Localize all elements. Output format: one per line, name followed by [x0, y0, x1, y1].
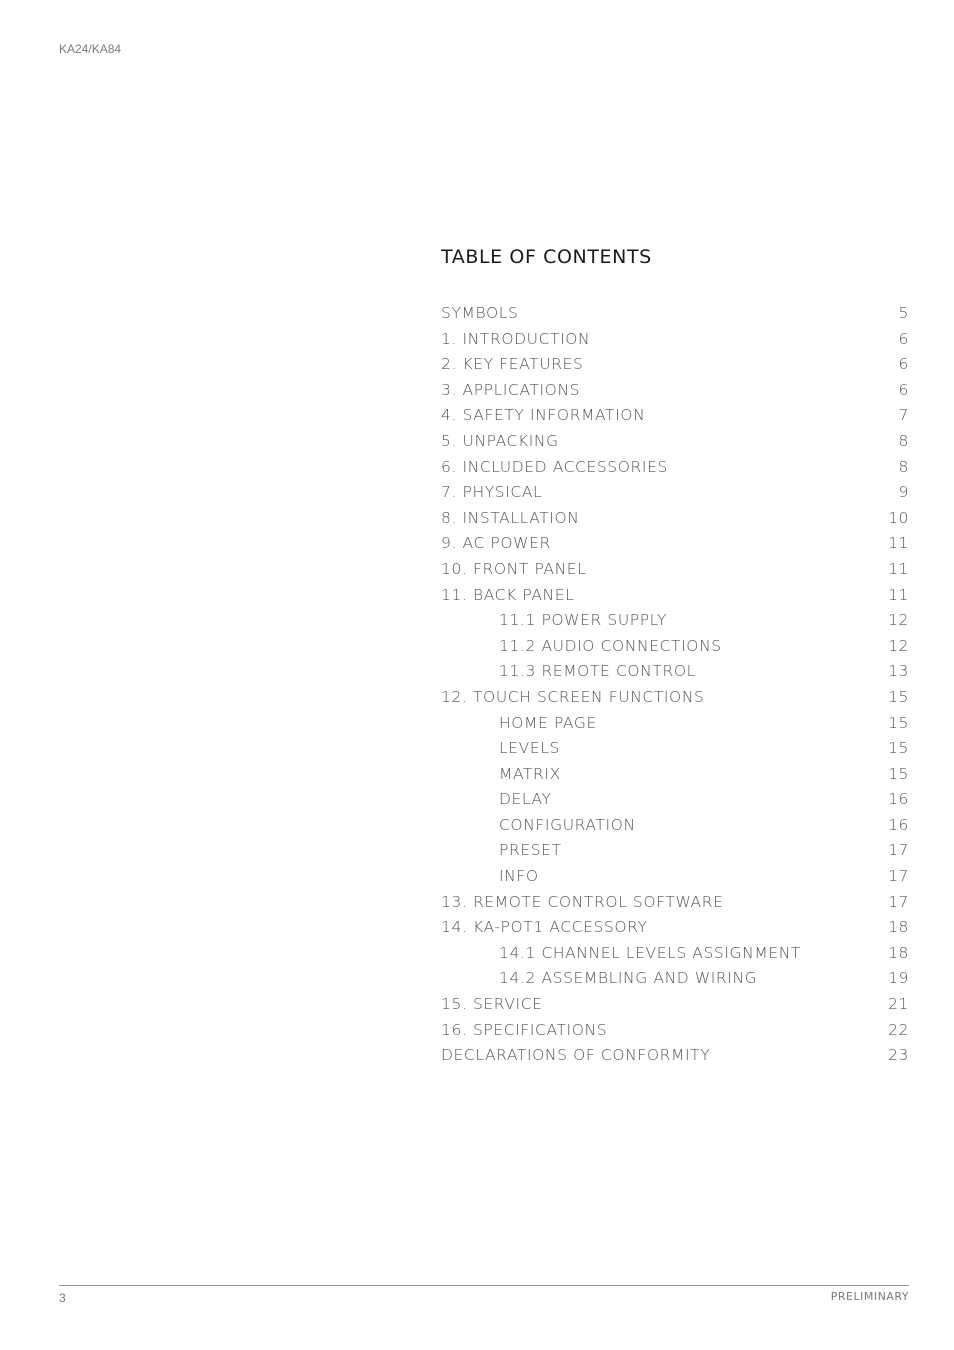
- toc-entry[interactable]: [441, 838, 909, 864]
- toc-entry[interactable]: [441, 634, 909, 660]
- toc-entry-label: 9. AC POWER: [441, 534, 551, 553]
- toc-entry-page-number: 17: [888, 867, 909, 886]
- toc-entry-page-number: 15: [888, 739, 909, 758]
- toc-entry[interactable]: [441, 583, 909, 609]
- toc-entry-label: 2. KEY FEATURES: [441, 355, 584, 374]
- toc-entry[interactable]: [441, 941, 909, 967]
- toc-entry-page-number: 18: [888, 918, 909, 937]
- toc-entry-page-number: 15: [888, 687, 909, 706]
- toc-entry-page-number: 8: [898, 457, 909, 476]
- toc-entry-page-number: 15: [888, 713, 909, 732]
- toc-entry-label: 14.1 CHANNEL LEVELS ASSIGNMENT: [499, 943, 801, 962]
- toc-entry[interactable]: [441, 429, 909, 455]
- toc-entry[interactable]: [441, 608, 909, 634]
- toc-entry[interactable]: [441, 711, 909, 737]
- toc-entry-page-number: 19: [888, 969, 909, 988]
- toc-entry-page-number: 13: [888, 662, 909, 681]
- footer-status: PRELIMINARY: [830, 1290, 909, 1303]
- toc-entry[interactable]: [441, 864, 909, 890]
- toc-entry-label: DELAY: [499, 790, 552, 809]
- toc-entry-page-number: 15: [888, 764, 909, 783]
- toc-entry-label: 11.1 POWER SUPPLY: [499, 611, 667, 630]
- toc-entry[interactable]: [441, 403, 909, 429]
- toc-entry[interactable]: [441, 1043, 909, 1069]
- toc-entry-label: 11. BACK PANEL: [441, 585, 575, 604]
- toc-entry-label: 7. PHYSICAL: [441, 483, 543, 502]
- toc-entry-page-number: 22: [888, 1020, 909, 1039]
- toc-entry[interactable]: [441, 787, 909, 813]
- toc-entry-label: 6. INCLUDED ACCESSORIES: [441, 457, 668, 476]
- footer-divider: [59, 1285, 909, 1286]
- toc-entry-page-number: 6: [898, 355, 909, 374]
- toc-entry[interactable]: [441, 455, 909, 481]
- toc-entry-label: 8. INSTALLATION: [441, 508, 580, 527]
- toc-entry-page-number: 11: [888, 585, 909, 604]
- toc-entry[interactable]: [441, 736, 909, 762]
- toc-entry-label: MATRIX: [499, 764, 561, 783]
- toc-entry-label: 13. REMOTE CONTROL SOFTWARE: [441, 892, 724, 911]
- toc-entry-label: 1. INTRODUCTION: [441, 329, 591, 348]
- toc-entry-page-number: 17: [888, 841, 909, 860]
- toc-entry[interactable]: [441, 506, 909, 532]
- toc-entry[interactable]: [441, 531, 909, 557]
- toc-entry[interactable]: [441, 327, 909, 353]
- toc-entry-page-number: 18: [888, 943, 909, 962]
- toc-entry-label: HOME PAGE: [499, 713, 597, 732]
- toc-entry[interactable]: [441, 557, 909, 583]
- toc-entry-page-number: 8: [898, 431, 909, 450]
- toc-list: [441, 301, 909, 1069]
- toc-entry-label: LEVELS: [499, 739, 560, 758]
- toc-entry[interactable]: [441, 966, 909, 992]
- toc-entry-label: 3. APPLICATIONS: [441, 380, 581, 399]
- toc-entry[interactable]: [441, 762, 909, 788]
- toc-entry[interactable]: [441, 890, 909, 916]
- toc-entry-page-number: 11: [888, 559, 909, 578]
- toc-entry-label: 5. UNPACKING: [441, 431, 559, 450]
- toc-entry[interactable]: [441, 378, 909, 404]
- toc-entry-label: DECLARATIONS OF CONFORMITY: [441, 1046, 711, 1065]
- toc-entry[interactable]: [441, 301, 909, 327]
- toc-entry-page-number: 16: [888, 790, 909, 809]
- toc-entry-label: 14.2 ASSEMBLING AND WIRING: [499, 969, 758, 988]
- toc-entry-page-number: 17: [888, 892, 909, 911]
- toc-entry[interactable]: [441, 685, 909, 711]
- toc-entry-label: 4. SAFETY INFORMATION: [441, 406, 646, 425]
- toc-entry[interactable]: [441, 352, 909, 378]
- toc-entry-label: SYMBOLS: [441, 304, 519, 322]
- toc-entry-page-number: 12: [888, 611, 909, 630]
- toc-entry-page-number: 21: [888, 995, 909, 1014]
- toc-entry-label: 12. TOUCH SCREEN FUNCTIONS: [441, 687, 705, 706]
- toc-entry-label: 15. SERVICE: [441, 995, 543, 1014]
- toc-entry-page-number: 9: [898, 483, 909, 502]
- toc-entry-label: CONFIGURATION: [499, 815, 636, 834]
- toc-entry[interactable]: [441, 915, 909, 941]
- toc-entry-page-number: 16: [888, 815, 909, 834]
- toc-entry[interactable]: [441, 992, 909, 1018]
- table-of-contents: [441, 244, 909, 1069]
- toc-entry-label: 11.2 AUDIO CONNECTIONS: [499, 636, 722, 655]
- toc-entry-label: 11.3 REMOTE CONTROL: [499, 662, 696, 681]
- toc-entry-page-number: 5: [898, 304, 909, 322]
- toc-entry-page-number: 6: [898, 380, 909, 399]
- toc-entry-label: INFO: [499, 867, 539, 886]
- toc-entry-page-number: 6: [898, 329, 909, 348]
- toc-entry-page-number: 11: [888, 534, 909, 553]
- toc-entry-label: 10. FRONT PANEL: [441, 559, 587, 578]
- toc-entry[interactable]: [441, 1018, 909, 1044]
- toc-entry-page-number: 7: [898, 406, 909, 425]
- toc-title: TABLE OF CONTENTS: [441, 246, 652, 268]
- toc-entry[interactable]: [441, 813, 909, 839]
- toc-entry[interactable]: [441, 480, 909, 506]
- page-number: 3: [59, 1291, 66, 1305]
- toc-entry-page-number: 23: [888, 1046, 909, 1065]
- toc-entry-page-number: 10: [888, 508, 909, 527]
- toc-entry-page-number: 12: [888, 636, 909, 655]
- toc-entry-label: PRESET: [499, 841, 562, 860]
- toc-entry-label: 16. SPECIFICATIONS: [441, 1020, 608, 1039]
- toc-entry[interactable]: [441, 659, 909, 685]
- document-id: KA24/KA84: [59, 42, 122, 56]
- toc-entry-label: 14. KA-POT1 ACCESSORY: [441, 918, 648, 937]
